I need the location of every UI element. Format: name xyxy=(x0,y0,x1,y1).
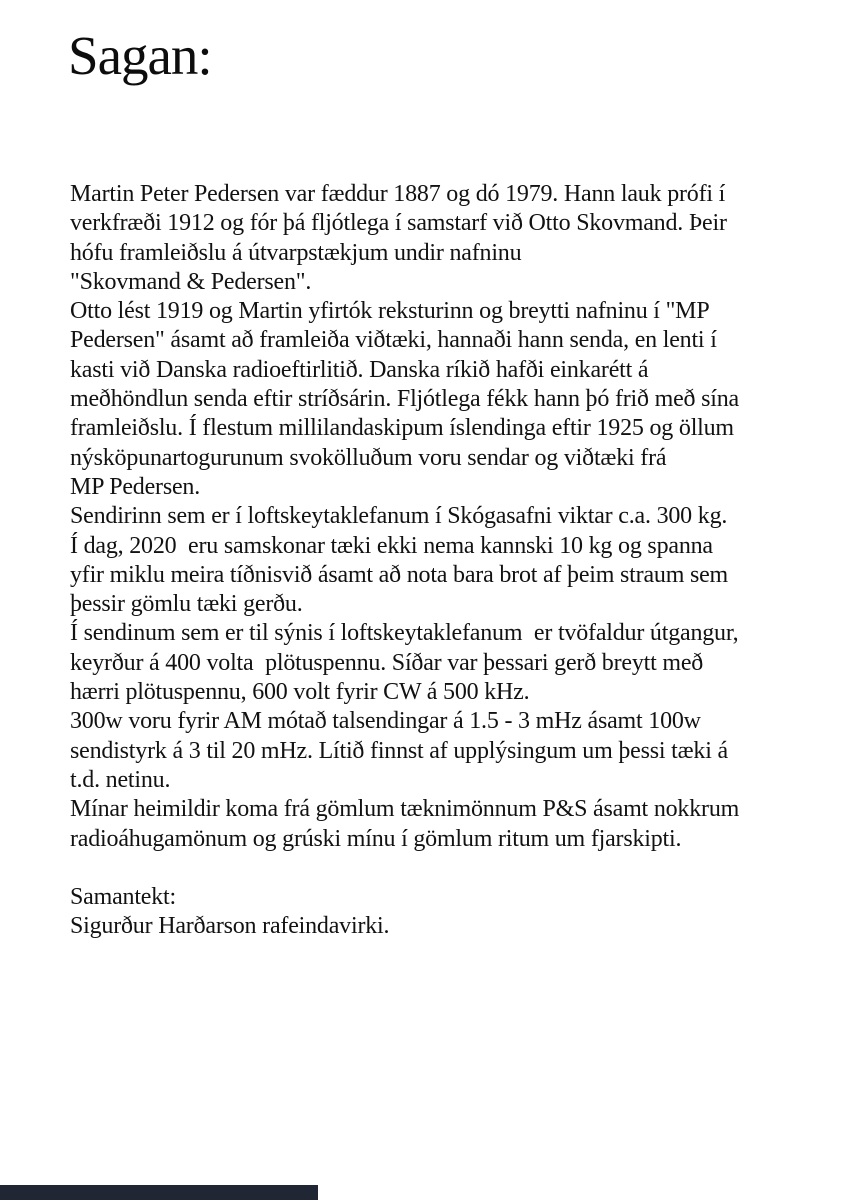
text-line: Martin Peter Pedersen var fæddur 1887 og dó 1979. Hann lauk prófi í xyxy=(70,181,726,207)
text-line: "Skovmand & Pedersen". xyxy=(70,268,312,295)
text-line: nýsköpunartogurunum svokölluðum voru sendar og viðtæki frá xyxy=(70,444,667,471)
text-line: Otto lést 1919 og Martin yfirtók reksturinn og breytti nafninu í "MP xyxy=(70,298,710,325)
text-line: framleiðslu. Í flestum millilandaskipum íslendinga eftir 1925 og öllum xyxy=(70,415,734,442)
text-line: kasti við Danska radioeftirlitið. Danska ríkið hafði einkarétt á xyxy=(70,356,649,383)
text-line: Sigurður Harðarson rafeindavirki. xyxy=(70,913,390,940)
text-line: meðhöndlun senda eftir stríðsárin. Fljótlega fékk hann þó frið með sína xyxy=(70,386,739,413)
text-line: Mínar heimildir koma frá gömlum tæknimönnum P&S ásamt nokkrum xyxy=(70,796,740,823)
text-line: Samantekt: xyxy=(70,884,176,911)
text-line xyxy=(70,854,820,883)
text-line: t.d. netinu. xyxy=(70,766,171,793)
text-line: Sendirinn sem er í loftskeytaklefanum í Skógasafni viktar c.a. 300 kg. xyxy=(70,503,728,530)
text-line: Í sendinum sem er til sýnis í loftskeytaklefanum er tvöfaldur útgangur, xyxy=(70,620,739,647)
text-line: hófu framleiðslu á útvarpstækjum undir nafninu xyxy=(70,239,522,266)
text-line: MP Pedersen. xyxy=(70,473,201,500)
text-line: sendistyrk á 3 til 20 mHz. Lítið finnst af upplýsingum um þessi tæki á xyxy=(70,737,728,764)
text-line: hærri plötuspennu, 600 volt fyrir CW á 500 kHz. xyxy=(70,679,530,706)
text-line: 300w voru fyrir AM mótað talsendingar á 1.5 - 3 mHz ásamt 100w xyxy=(70,708,701,735)
page-title: Sagan: xyxy=(68,25,212,86)
text-line: radioáhugamönum og grúski mínu í gömlum ritum um fjarskipti. xyxy=(70,825,682,852)
text-line: verkfræði 1912 og fór þá fljótlega í samstarf við Otto Skovmand. Þeir xyxy=(70,210,727,237)
body-text xyxy=(70,180,820,942)
text-line: yfir miklu meira tíðnisvið ásamt að nota bara brot af þeim straum sem xyxy=(70,561,729,588)
footer-bar xyxy=(0,1185,318,1200)
text-line: keyrður á 400 volta plötuspennu. Síðar var þessari gerð breytt með xyxy=(70,649,704,676)
text-line: Í dag, 2020 eru samskonar tæki ekki nema kannski 10 kg og spanna xyxy=(70,532,713,559)
text-line: þessir gömlu tæki gerðu. xyxy=(70,591,303,618)
text-line: Pedersen" ásamt að framleiða viðtæki, hannaði hann senda, en lenti í xyxy=(70,327,717,354)
